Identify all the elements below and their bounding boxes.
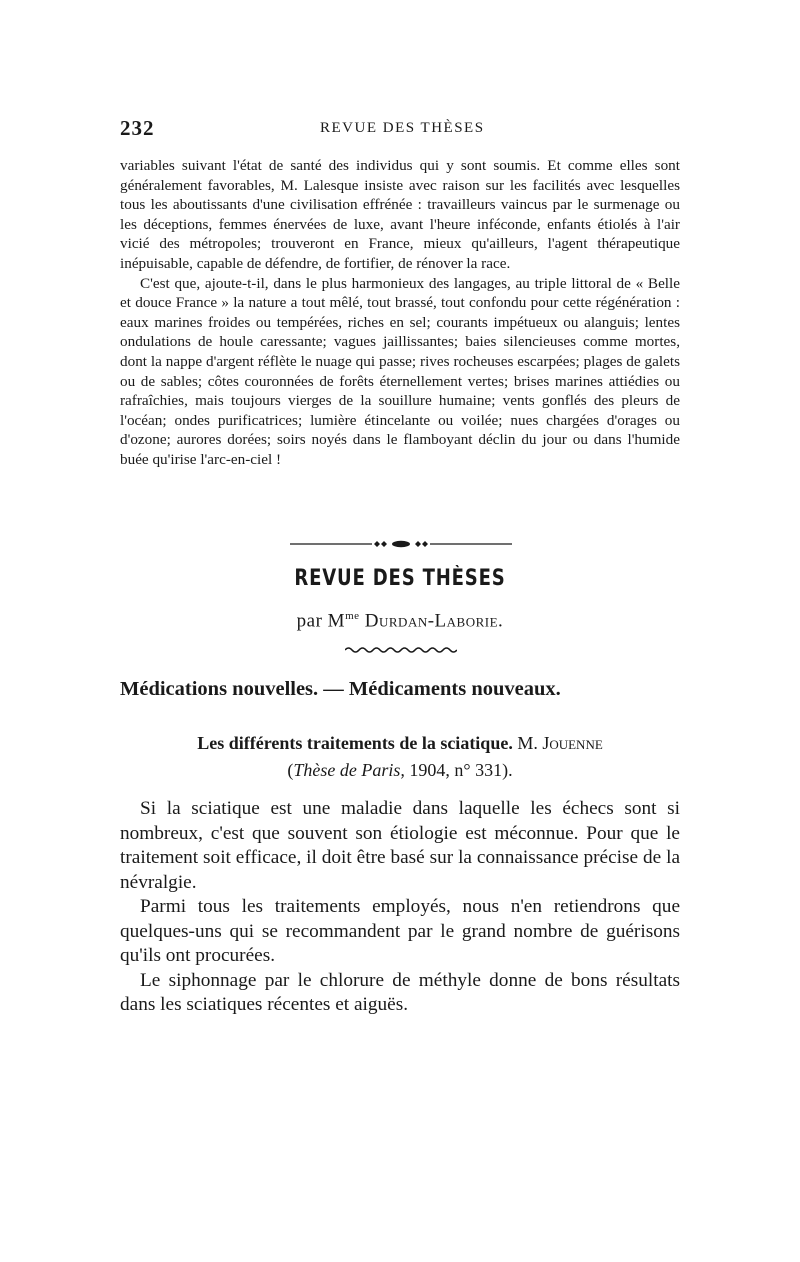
paragraph: Si la sciatique est une maladie dans laquelle les échecs sont si nombreux, c'est que souvent son étiologie est méconnue. Pour que le traitement soit efficace, il doit être basé sur la connaissance précise de la névralgie. [120, 798, 680, 893]
paragraph: C'est que, ajoute-t-il, dans le plus harmonieux des langages, au triple littoral de « Belle et douce France » la nature a tout mêlé, tout brassé, tout confondu pour cette régénération : eaux marines froides ou tempérées, riches en sel; courants impétueux ou alanguis; lentes ondulations de houle caressante; vagues jaillissantes; baies silencieuses comme mortes, dont la nappe d'argent réflète le nuage qui passe; rives rocheuses escarpées; plages de galets ou de sables; côtes couronnées de forêts éternellement vertes; brises marines attiédies ou rafraîchies, mais toujours vierges de la souillure humaine; vents gonflés des pleurs de l'océan; ondes purificatrices; lumière étincelante ou voilée; nues chargées d'orages ou d'ozone; aurores dorées; soirs noyés dans le flamboyant déclin du jour ou dans l'humide buée qu'irise l'arc-en-ciel ! [120, 274, 680, 468]
author-name: Durdan-Laborie. [364, 610, 504, 632]
ref-rest: 1904, n° 331). [404, 760, 513, 780]
ornament-divider [290, 540, 512, 548]
previous-section-text [120, 156, 680, 470]
article-body [120, 797, 680, 1018]
wavy-divider [345, 646, 457, 654]
rubric-heading: Médications nouvelles. — Médicaments nouveaux. [120, 678, 561, 700]
running-title: REVUE DES THÈSES [320, 120, 485, 136]
ref-thesis: Thèse de Paris, [293, 760, 405, 780]
paragraph: Parmi tous les traitements employés, nous n'en retiendrons que quelques-uns qui se recommandent par le grand nombre de guérisons qu'ils ont procurées. [120, 896, 680, 966]
running-header [120, 116, 680, 140]
article-title: Les différents traitements de la sciatique. [197, 733, 513, 753]
article-reference [0, 760, 800, 781]
paragraph: variables suivant l'état de santé des individus qui y sont soumis. Et comme elles sont généralement favorables, M. Lalesque insiste avec raison sur les facilités avec lesquelles tous les aboutissants d'une civilisation effrénée : travailleurs vaincus par le surmenage ou les déceptions, femmes énervées de luxe, avant l'heure inféconde, enfants étiolés à l'air vicié des métropoles; trouveront en France, mieux qu'ailleurs, l'agent thérapeutique inépuisable, capable de défendre, de fortifier, de rénover la race. [120, 157, 680, 272]
article-author: M. Jouenne [517, 733, 603, 753]
ref-open: ( [287, 760, 294, 780]
article-title-line [0, 733, 800, 754]
page-number: 232 [120, 116, 155, 140]
author-title-sup: me [345, 610, 360, 622]
section-title: REVUE DES THÈSES [294, 566, 506, 591]
paragraph: Le siphonnage par le chlorure de méthyle donne de bons résultats dans les sciatiques récentes et aiguës. [120, 969, 680, 1015]
author-prefix: par M [296, 610, 346, 632]
section-author [0, 610, 800, 632]
